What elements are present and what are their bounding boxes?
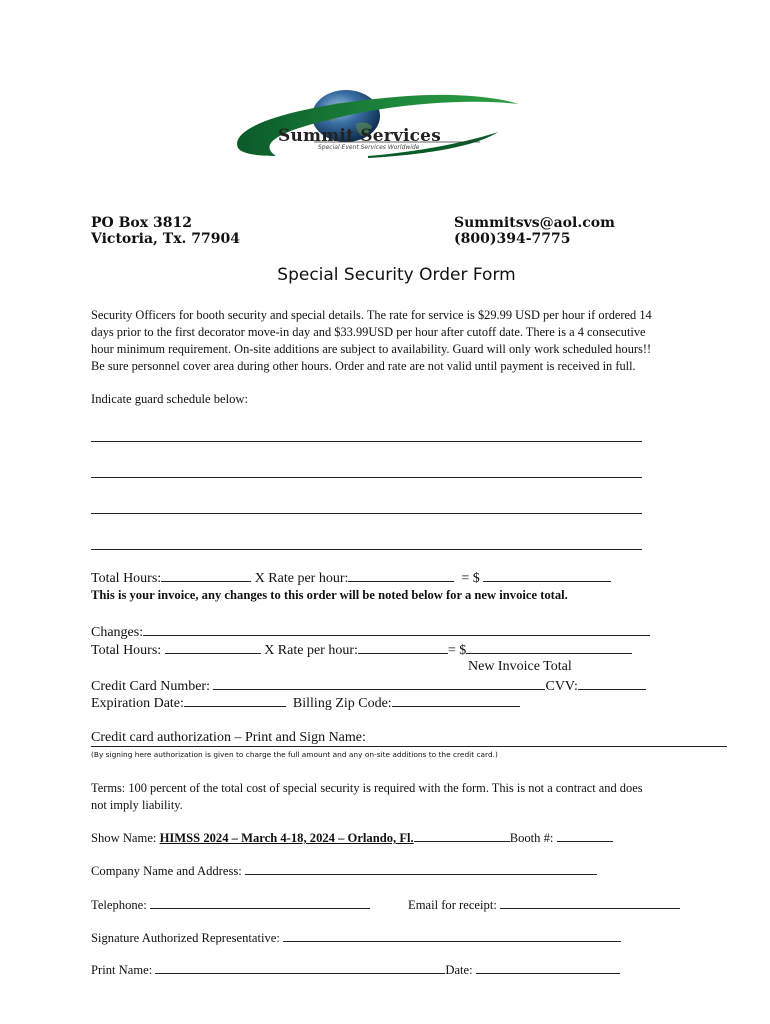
- billing-zip-field[interactable]: [392, 693, 520, 707]
- logo-tagline: Special Event Services Worldwide: [318, 144, 420, 151]
- show-name-row: [91, 828, 613, 847]
- signature-row: [91, 928, 621, 947]
- cc-auth-signature-line[interactable]: [91, 746, 727, 747]
- schedule-line-4[interactable]: [91, 549, 642, 550]
- print-name-field[interactable]: [155, 960, 445, 974]
- show-name-blank: [414, 828, 510, 842]
- signature-label: Signature Authorized Representative:: [91, 931, 280, 945]
- schedule-line-3[interactable]: [91, 513, 642, 514]
- signature-field[interactable]: [283, 928, 621, 942]
- show-name-value: HIMSS 2024 – March 4-18, 2024 – Orlando, Fl.: [159, 831, 414, 845]
- email-row: [408, 895, 680, 914]
- telephone-field[interactable]: [150, 895, 370, 909]
- date-field[interactable]: [476, 960, 620, 974]
- print-name-row: [91, 960, 620, 979]
- expiration-label: Expiration Date:: [91, 696, 184, 711]
- schedule-label: Indicate guard schedule below:: [91, 392, 249, 406]
- cc-auth-note: (By signing here authorization is given to charge the full amount and any on-site additions to the credit card.): [91, 750, 498, 759]
- terms-line: not imply liability.: [91, 798, 183, 812]
- terms-line: Terms: 100 percent of the total cost of special security is required with the form. This is not a contract and does: [91, 781, 643, 795]
- booth-label: Booth #:: [509, 831, 554, 845]
- changes-field[interactable]: [143, 622, 650, 636]
- changes-row: [91, 622, 650, 642]
- cc-auth-label: Credit card authorization – Print and Sign Name:: [91, 730, 366, 745]
- total-hours-row-2: [91, 640, 632, 660]
- total-hours-label-2: Total Hours:: [91, 643, 162, 658]
- expiration-row: [91, 693, 520, 713]
- email-field[interactable]: [500, 895, 680, 909]
- rate-label: X Rate per hour:: [254, 571, 349, 586]
- rate-label-2: X Rate per hour:: [264, 643, 358, 658]
- company-field[interactable]: [245, 861, 597, 875]
- date-label: Date:: [445, 963, 473, 977]
- schedule-line-1[interactable]: [91, 441, 642, 442]
- rate-field-2[interactable]: [358, 640, 448, 654]
- address-line1: PO Box 3812: [91, 215, 192, 231]
- equals-label: = $: [461, 571, 480, 586]
- equals-label-2: = $: [447, 643, 467, 658]
- schedule-line-2[interactable]: [91, 477, 642, 478]
- total-hours-label: Total Hours:: [91, 571, 162, 586]
- form-title: Special Security Order Form: [277, 265, 516, 285]
- billing-zip-label: Billing Zip Code:: [292, 696, 392, 711]
- contact-email: Summitsvs@aol.com: [454, 215, 615, 231]
- intro-line: days prior to the first decorator move-in day and $33.99USD per hour after cutoff date. There is a 4 consecutive: [91, 325, 646, 339]
- intro-line: Security Officers for booth security and special details. The rate for service is $29.99 USD per hour if ordered 14: [91, 308, 652, 322]
- invoice-note: This is your invoice, any changes to this order will be noted below for a new invoice total.: [91, 588, 568, 602]
- amount-field-2[interactable]: [466, 640, 632, 654]
- address-line2: Victoria, Tx. 77904: [91, 231, 240, 247]
- email-label: Email for receipt:: [408, 898, 497, 912]
- amount-field[interactable]: [483, 568, 611, 582]
- logo-company-name: Summit Services: [278, 126, 441, 146]
- telephone-label: Telephone:: [91, 898, 147, 912]
- show-name-label: Show Name:: [91, 831, 157, 845]
- company-label: Company Name and Address:: [91, 864, 242, 878]
- new-invoice-label: New Invoice Total: [468, 659, 572, 674]
- print-name-label: Print Name:: [91, 963, 153, 977]
- telephone-row: [91, 895, 370, 914]
- total-hours-row: [91, 568, 611, 588]
- intro-line: Be sure personnel cover area during other hours. Order and rate are not valid until payment is received in full.: [91, 359, 636, 373]
- terms-paragraph: [91, 780, 731, 814]
- expiration-field[interactable]: [184, 693, 286, 707]
- cc-number-field[interactable]: [213, 676, 545, 690]
- intro-paragraph: [91, 307, 731, 375]
- contact-phone: (800)394-7775: [454, 231, 571, 247]
- company-row: [91, 861, 597, 880]
- total-hours-field-2[interactable]: [165, 640, 261, 654]
- cvv-field[interactable]: [578, 676, 646, 690]
- cvv-label: CVV:: [545, 679, 578, 694]
- booth-field[interactable]: [557, 828, 613, 842]
- total-hours-field[interactable]: [161, 568, 251, 582]
- changes-label: Changes:: [91, 625, 144, 640]
- cc-number-label: Credit Card Number:: [91, 679, 210, 694]
- rate-field[interactable]: [348, 568, 454, 582]
- intro-line: hour minimum requirement. On-site additions are subject to availability. Guard will only work scheduled hours!!: [91, 342, 652, 356]
